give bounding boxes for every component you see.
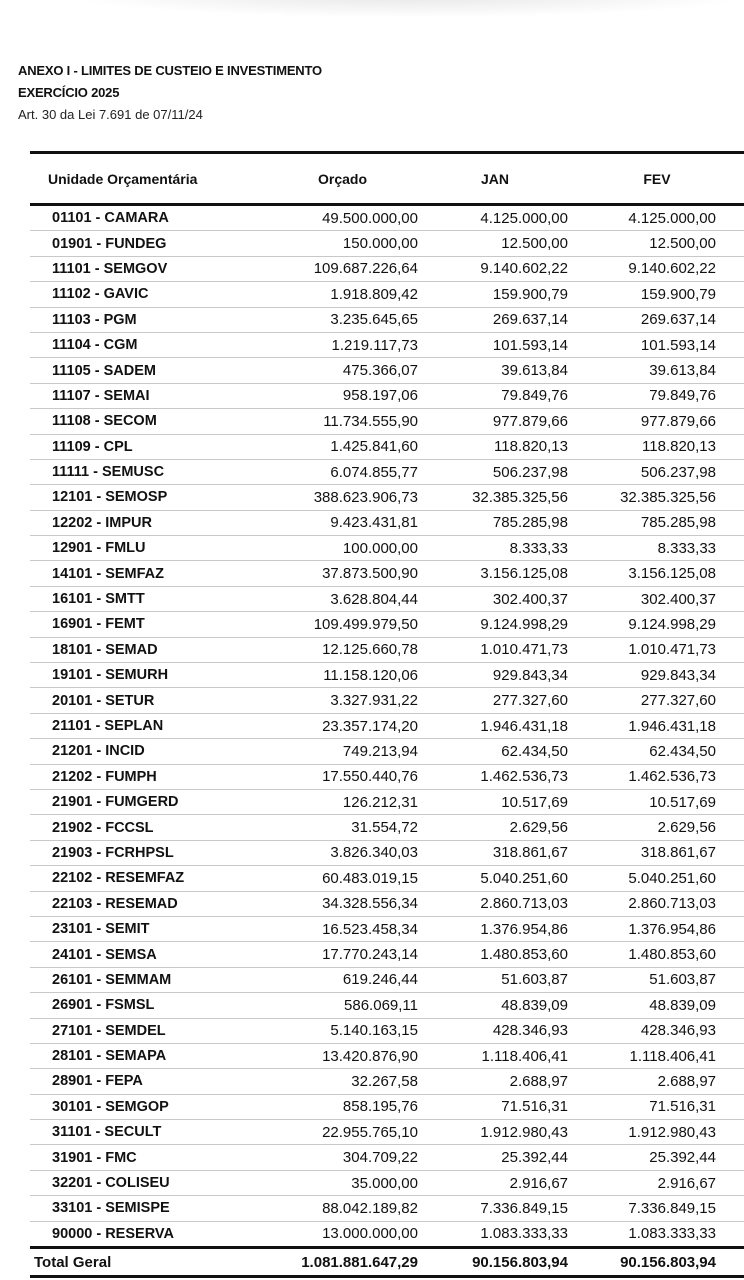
feb-value: 269.637,14 bbox=[570, 307, 744, 332]
table-row bbox=[30, 713, 744, 738]
jan-value: 2.860.713,03 bbox=[420, 891, 570, 916]
feb-value: 302.400,37 bbox=[570, 586, 744, 611]
unit-name: 30101 - SEMGOP bbox=[30, 1094, 265, 1119]
unit-name: 31901 - FMC bbox=[30, 1145, 265, 1170]
budgeted-value: 109.499.979,50 bbox=[265, 612, 420, 637]
budgeted-value: 475.366,07 bbox=[265, 358, 420, 383]
jan-value: 9.140.602,22 bbox=[420, 256, 570, 281]
unit-name: 20101 - SETUR bbox=[30, 688, 265, 713]
jan-value: 1.946.431,18 bbox=[420, 713, 570, 738]
unit-name: 12901 - FMLU bbox=[30, 536, 265, 561]
feb-value: 12.500,00 bbox=[570, 231, 744, 256]
jan-value: 118.820,13 bbox=[420, 434, 570, 459]
table-row bbox=[30, 967, 744, 992]
unit-name: 31101 - SECULT bbox=[30, 1120, 265, 1145]
jan-value: 1.480.853,60 bbox=[420, 942, 570, 967]
unit-name: 11108 - SECOM bbox=[30, 409, 265, 434]
budgeted-value: 9.423.431,81 bbox=[265, 510, 420, 535]
jan-value: 1.462.536,73 bbox=[420, 764, 570, 789]
column-header-feb: FEV bbox=[570, 153, 744, 205]
jan-value: 48.839,09 bbox=[420, 993, 570, 1018]
feb-value: 32.385.325,56 bbox=[570, 485, 744, 510]
feb-value: 2.629,56 bbox=[570, 815, 744, 840]
unit-name: 14101 - SEMFAZ bbox=[30, 561, 265, 586]
feb-value: 929.843,34 bbox=[570, 663, 744, 688]
jan-value: 62.434,50 bbox=[420, 739, 570, 764]
jan-value: 277.327,60 bbox=[420, 688, 570, 713]
feb-value: 1.462.536,73 bbox=[570, 764, 744, 789]
table-row bbox=[30, 739, 744, 764]
jan-value: 7.336.849,15 bbox=[420, 1196, 570, 1221]
document-header bbox=[18, 60, 322, 126]
table-row bbox=[30, 1145, 744, 1170]
budgeted-value: 619.246,44 bbox=[265, 967, 420, 992]
feb-value: 785.285,98 bbox=[570, 510, 744, 535]
table-body bbox=[30, 205, 744, 1248]
jan-value: 785.285,98 bbox=[420, 510, 570, 535]
table-row bbox=[30, 332, 744, 357]
jan-value: 2.916,67 bbox=[420, 1170, 570, 1195]
column-header-unit: Unidade Orçamentária bbox=[30, 153, 265, 205]
jan-value: 1.010.471,73 bbox=[420, 637, 570, 662]
unit-name: 21101 - SEPLAN bbox=[30, 713, 265, 738]
jan-value: 9.124.998,29 bbox=[420, 612, 570, 637]
unit-name: 33101 - SEMISPE bbox=[30, 1196, 265, 1221]
feb-value: 1.912.980,43 bbox=[570, 1120, 744, 1145]
budgeted-value: 3.327.931,22 bbox=[265, 688, 420, 713]
table-row bbox=[30, 586, 744, 611]
unit-name: 01101 - CAMARA bbox=[30, 205, 265, 231]
unit-name: 32201 - COLISEU bbox=[30, 1170, 265, 1195]
feb-value: 71.516,31 bbox=[570, 1094, 744, 1119]
table-row bbox=[30, 256, 744, 281]
budgeted-value: 1.219.117,73 bbox=[265, 332, 420, 357]
feb-value: 9.124.998,29 bbox=[570, 612, 744, 637]
table-row bbox=[30, 612, 744, 637]
budgeted-value: 60.483.019,15 bbox=[265, 866, 420, 891]
total-jan: 90.156.803,94 bbox=[420, 1248, 570, 1277]
total-label: Total Geral bbox=[30, 1248, 265, 1277]
jan-value: 25.392,44 bbox=[420, 1145, 570, 1170]
feb-value: 48.839,09 bbox=[570, 993, 744, 1018]
table-row bbox=[30, 1069, 744, 1094]
table-row bbox=[30, 840, 744, 865]
unit-name: 21901 - FUMGERD bbox=[30, 789, 265, 814]
unit-name: 28901 - FEPA bbox=[30, 1069, 265, 1094]
unit-name: 22103 - RESEMAD bbox=[30, 891, 265, 916]
table-row bbox=[30, 789, 744, 814]
budgeted-value: 31.554,72 bbox=[265, 815, 420, 840]
budgeted-value: 13.000.000,00 bbox=[265, 1221, 420, 1247]
page-top-shadow bbox=[60, 0, 744, 18]
budgeted-value: 958.197,06 bbox=[265, 383, 420, 408]
jan-value: 101.593,14 bbox=[420, 332, 570, 357]
unit-name: 21202 - FUMPH bbox=[30, 764, 265, 789]
unit-name: 11103 - PGM bbox=[30, 307, 265, 332]
document-title: ANEXO I - LIMITES DE CUSTEIO E INVESTIMENTO bbox=[18, 63, 322, 78]
feb-value: 4.125.000,00 bbox=[570, 205, 744, 231]
jan-value: 1.083.333,33 bbox=[420, 1221, 570, 1247]
feb-value: 2.688,97 bbox=[570, 1069, 744, 1094]
feb-value: 62.434,50 bbox=[570, 739, 744, 764]
unit-name: 11104 - CGM bbox=[30, 332, 265, 357]
jan-value: 159.900,79 bbox=[420, 282, 570, 307]
feb-value: 118.820,13 bbox=[570, 434, 744, 459]
feb-value: 39.613,84 bbox=[570, 358, 744, 383]
table-row bbox=[30, 993, 744, 1018]
jan-value: 302.400,37 bbox=[420, 586, 570, 611]
jan-value: 32.385.325,56 bbox=[420, 485, 570, 510]
budgeted-value: 34.328.556,34 bbox=[265, 891, 420, 916]
jan-value: 977.879,66 bbox=[420, 409, 570, 434]
table-row bbox=[30, 459, 744, 484]
budgeted-value: 749.213,94 bbox=[265, 739, 420, 764]
table-row bbox=[30, 409, 744, 434]
jan-value: 12.500,00 bbox=[420, 231, 570, 256]
budgeted-value: 3.235.645,65 bbox=[265, 307, 420, 332]
unit-name: 24101 - SEMSA bbox=[30, 942, 265, 967]
unit-name: 18101 - SEMAD bbox=[30, 637, 265, 662]
table-row bbox=[30, 383, 744, 408]
header-row bbox=[30, 153, 744, 205]
column-header-budgeted: Orçado bbox=[265, 153, 420, 205]
budget-table bbox=[30, 151, 744, 1278]
jan-value: 1.376.954,86 bbox=[420, 916, 570, 941]
unit-name: 11102 - GAVIC bbox=[30, 282, 265, 307]
feb-value: 2.860.713,03 bbox=[570, 891, 744, 916]
table-row bbox=[30, 485, 744, 510]
budgeted-value: 3.628.804,44 bbox=[265, 586, 420, 611]
unit-name: 27101 - SEMDEL bbox=[30, 1018, 265, 1043]
feb-value: 1.118.406,41 bbox=[570, 1043, 744, 1068]
unit-name: 90000 - RESERVA bbox=[30, 1221, 265, 1247]
budgeted-value: 37.873.500,90 bbox=[265, 561, 420, 586]
feb-value: 51.603,87 bbox=[570, 967, 744, 992]
law-reference: Art. 30 da Lei 7.691 de 07/11/24 bbox=[18, 107, 203, 122]
jan-value: 428.346,93 bbox=[420, 1018, 570, 1043]
budgeted-value: 22.955.765,10 bbox=[265, 1120, 420, 1145]
feb-value: 1.480.853,60 bbox=[570, 942, 744, 967]
table-row bbox=[30, 307, 744, 332]
jan-value: 929.843,34 bbox=[420, 663, 570, 688]
jan-value: 10.517,69 bbox=[420, 789, 570, 814]
table-row bbox=[30, 1196, 744, 1221]
unit-name: 21902 - FCCSL bbox=[30, 815, 265, 840]
table-row bbox=[30, 536, 744, 561]
total-row bbox=[30, 1248, 744, 1277]
jan-value: 8.333,33 bbox=[420, 536, 570, 561]
budgeted-value: 16.523.458,34 bbox=[265, 916, 420, 941]
table-row bbox=[30, 891, 744, 916]
jan-value: 71.516,31 bbox=[420, 1094, 570, 1119]
table-header bbox=[30, 153, 744, 205]
table-row bbox=[30, 1094, 744, 1119]
unit-name: 21903 - FCRHPSL bbox=[30, 840, 265, 865]
column-header-jan: JAN bbox=[420, 153, 570, 205]
unit-name: 23101 - SEMIT bbox=[30, 916, 265, 941]
budgeted-value: 304.709,22 bbox=[265, 1145, 420, 1170]
table-row bbox=[30, 942, 744, 967]
feb-value: 3.156.125,08 bbox=[570, 561, 744, 586]
budgeted-value: 12.125.660,78 bbox=[265, 637, 420, 662]
unit-name: 21201 - INCID bbox=[30, 739, 265, 764]
budgeted-value: 88.042.189,82 bbox=[265, 1196, 420, 1221]
budgeted-value: 109.687.226,64 bbox=[265, 256, 420, 281]
jan-value: 5.040.251,60 bbox=[420, 866, 570, 891]
unit-name: 26901 - FSMSL bbox=[30, 993, 265, 1018]
unit-name: 01901 - FUNDEG bbox=[30, 231, 265, 256]
jan-value: 318.861,67 bbox=[420, 840, 570, 865]
table-row bbox=[30, 1170, 744, 1195]
table-row bbox=[30, 1221, 744, 1247]
unit-name: 28101 - SEMAPA bbox=[30, 1043, 265, 1068]
unit-name: 12202 - IMPUR bbox=[30, 510, 265, 535]
table-row bbox=[30, 1043, 744, 1068]
feb-value: 7.336.849,15 bbox=[570, 1196, 744, 1221]
exercise-year: EXERCÍCIO 2025 bbox=[18, 85, 120, 100]
table-row bbox=[30, 358, 744, 383]
table-row bbox=[30, 510, 744, 535]
jan-value: 506.237,98 bbox=[420, 459, 570, 484]
table-row bbox=[30, 1018, 744, 1043]
feb-value: 1.010.471,73 bbox=[570, 637, 744, 662]
feb-value: 428.346,93 bbox=[570, 1018, 744, 1043]
feb-value: 1.083.333,33 bbox=[570, 1221, 744, 1247]
budgeted-value: 17.770.243,14 bbox=[265, 942, 420, 967]
feb-value: 25.392,44 bbox=[570, 1145, 744, 1170]
unit-name: 11101 - SEMGOV bbox=[30, 256, 265, 281]
table-row bbox=[30, 434, 744, 459]
jan-value: 2.688,97 bbox=[420, 1069, 570, 1094]
budgeted-value: 49.500.000,00 bbox=[265, 205, 420, 231]
jan-value: 39.613,84 bbox=[420, 358, 570, 383]
budgeted-value: 17.550.440,76 bbox=[265, 764, 420, 789]
feb-value: 977.879,66 bbox=[570, 409, 744, 434]
budgeted-value: 1.918.809,42 bbox=[265, 282, 420, 307]
table-row bbox=[30, 916, 744, 941]
budgeted-value: 150.000,00 bbox=[265, 231, 420, 256]
table-row bbox=[30, 815, 744, 840]
feb-value: 506.237,98 bbox=[570, 459, 744, 484]
budgeted-value: 23.357.174,20 bbox=[265, 713, 420, 738]
table-row bbox=[30, 663, 744, 688]
budgeted-value: 11.158.120,06 bbox=[265, 663, 420, 688]
feb-value: 10.517,69 bbox=[570, 789, 744, 814]
budgeted-value: 11.734.555,90 bbox=[265, 409, 420, 434]
budget-table-container bbox=[30, 151, 744, 1278]
unit-name: 22102 - RESEMFAZ bbox=[30, 866, 265, 891]
unit-name: 11107 - SEMAI bbox=[30, 383, 265, 408]
unit-name: 11105 - SADEM bbox=[30, 358, 265, 383]
unit-name: 11109 - CPL bbox=[30, 434, 265, 459]
jan-value: 4.125.000,00 bbox=[420, 205, 570, 231]
budgeted-value: 35.000,00 bbox=[265, 1170, 420, 1195]
feb-value: 101.593,14 bbox=[570, 332, 744, 357]
table-row bbox=[30, 637, 744, 662]
jan-value: 1.912.980,43 bbox=[420, 1120, 570, 1145]
table-row bbox=[30, 561, 744, 586]
jan-value: 51.603,87 bbox=[420, 967, 570, 992]
budgeted-value: 5.140.163,15 bbox=[265, 1018, 420, 1043]
table-row bbox=[30, 1120, 744, 1145]
unit-name: 26101 - SEMMAM bbox=[30, 967, 265, 992]
table-row bbox=[30, 866, 744, 891]
unit-name: 16101 - SMTT bbox=[30, 586, 265, 611]
jan-value: 79.849,76 bbox=[420, 383, 570, 408]
feb-value: 1.946.431,18 bbox=[570, 713, 744, 738]
feb-value: 318.861,67 bbox=[570, 840, 744, 865]
table-row bbox=[30, 282, 744, 307]
budgeted-value: 126.212,31 bbox=[265, 789, 420, 814]
budgeted-value: 6.074.855,77 bbox=[265, 459, 420, 484]
table-footer bbox=[30, 1248, 744, 1277]
budgeted-value: 13.420.876,90 bbox=[265, 1043, 420, 1068]
unit-name: 11111 - SEMUSC bbox=[30, 459, 265, 484]
feb-value: 79.849,76 bbox=[570, 383, 744, 408]
budgeted-value: 858.195,76 bbox=[265, 1094, 420, 1119]
total-budgeted: 1.081.881.647,29 bbox=[265, 1248, 420, 1277]
table-row bbox=[30, 688, 744, 713]
feb-value: 159.900,79 bbox=[570, 282, 744, 307]
budgeted-value: 586.069,11 bbox=[265, 993, 420, 1018]
feb-value: 5.040.251,60 bbox=[570, 866, 744, 891]
feb-value: 277.327,60 bbox=[570, 688, 744, 713]
jan-value: 3.156.125,08 bbox=[420, 561, 570, 586]
budgeted-value: 32.267,58 bbox=[265, 1069, 420, 1094]
table-row bbox=[30, 231, 744, 256]
jan-value: 269.637,14 bbox=[420, 307, 570, 332]
feb-value: 2.916,67 bbox=[570, 1170, 744, 1195]
budgeted-value: 1.425.841,60 bbox=[265, 434, 420, 459]
unit-name: 12101 - SEMOSP bbox=[30, 485, 265, 510]
jan-value: 2.629,56 bbox=[420, 815, 570, 840]
table-row bbox=[30, 205, 744, 231]
feb-value: 9.140.602,22 bbox=[570, 256, 744, 281]
feb-value: 8.333,33 bbox=[570, 536, 744, 561]
budgeted-value: 388.623.906,73 bbox=[265, 485, 420, 510]
total-feb: 90.156.803,94 bbox=[570, 1248, 744, 1277]
jan-value: 1.118.406,41 bbox=[420, 1043, 570, 1068]
budgeted-value: 100.000,00 bbox=[265, 536, 420, 561]
unit-name: 16901 - FEMT bbox=[30, 612, 265, 637]
feb-value: 1.376.954,86 bbox=[570, 916, 744, 941]
budgeted-value: 3.826.340,03 bbox=[265, 840, 420, 865]
table-row bbox=[30, 764, 744, 789]
unit-name: 19101 - SEMURH bbox=[30, 663, 265, 688]
